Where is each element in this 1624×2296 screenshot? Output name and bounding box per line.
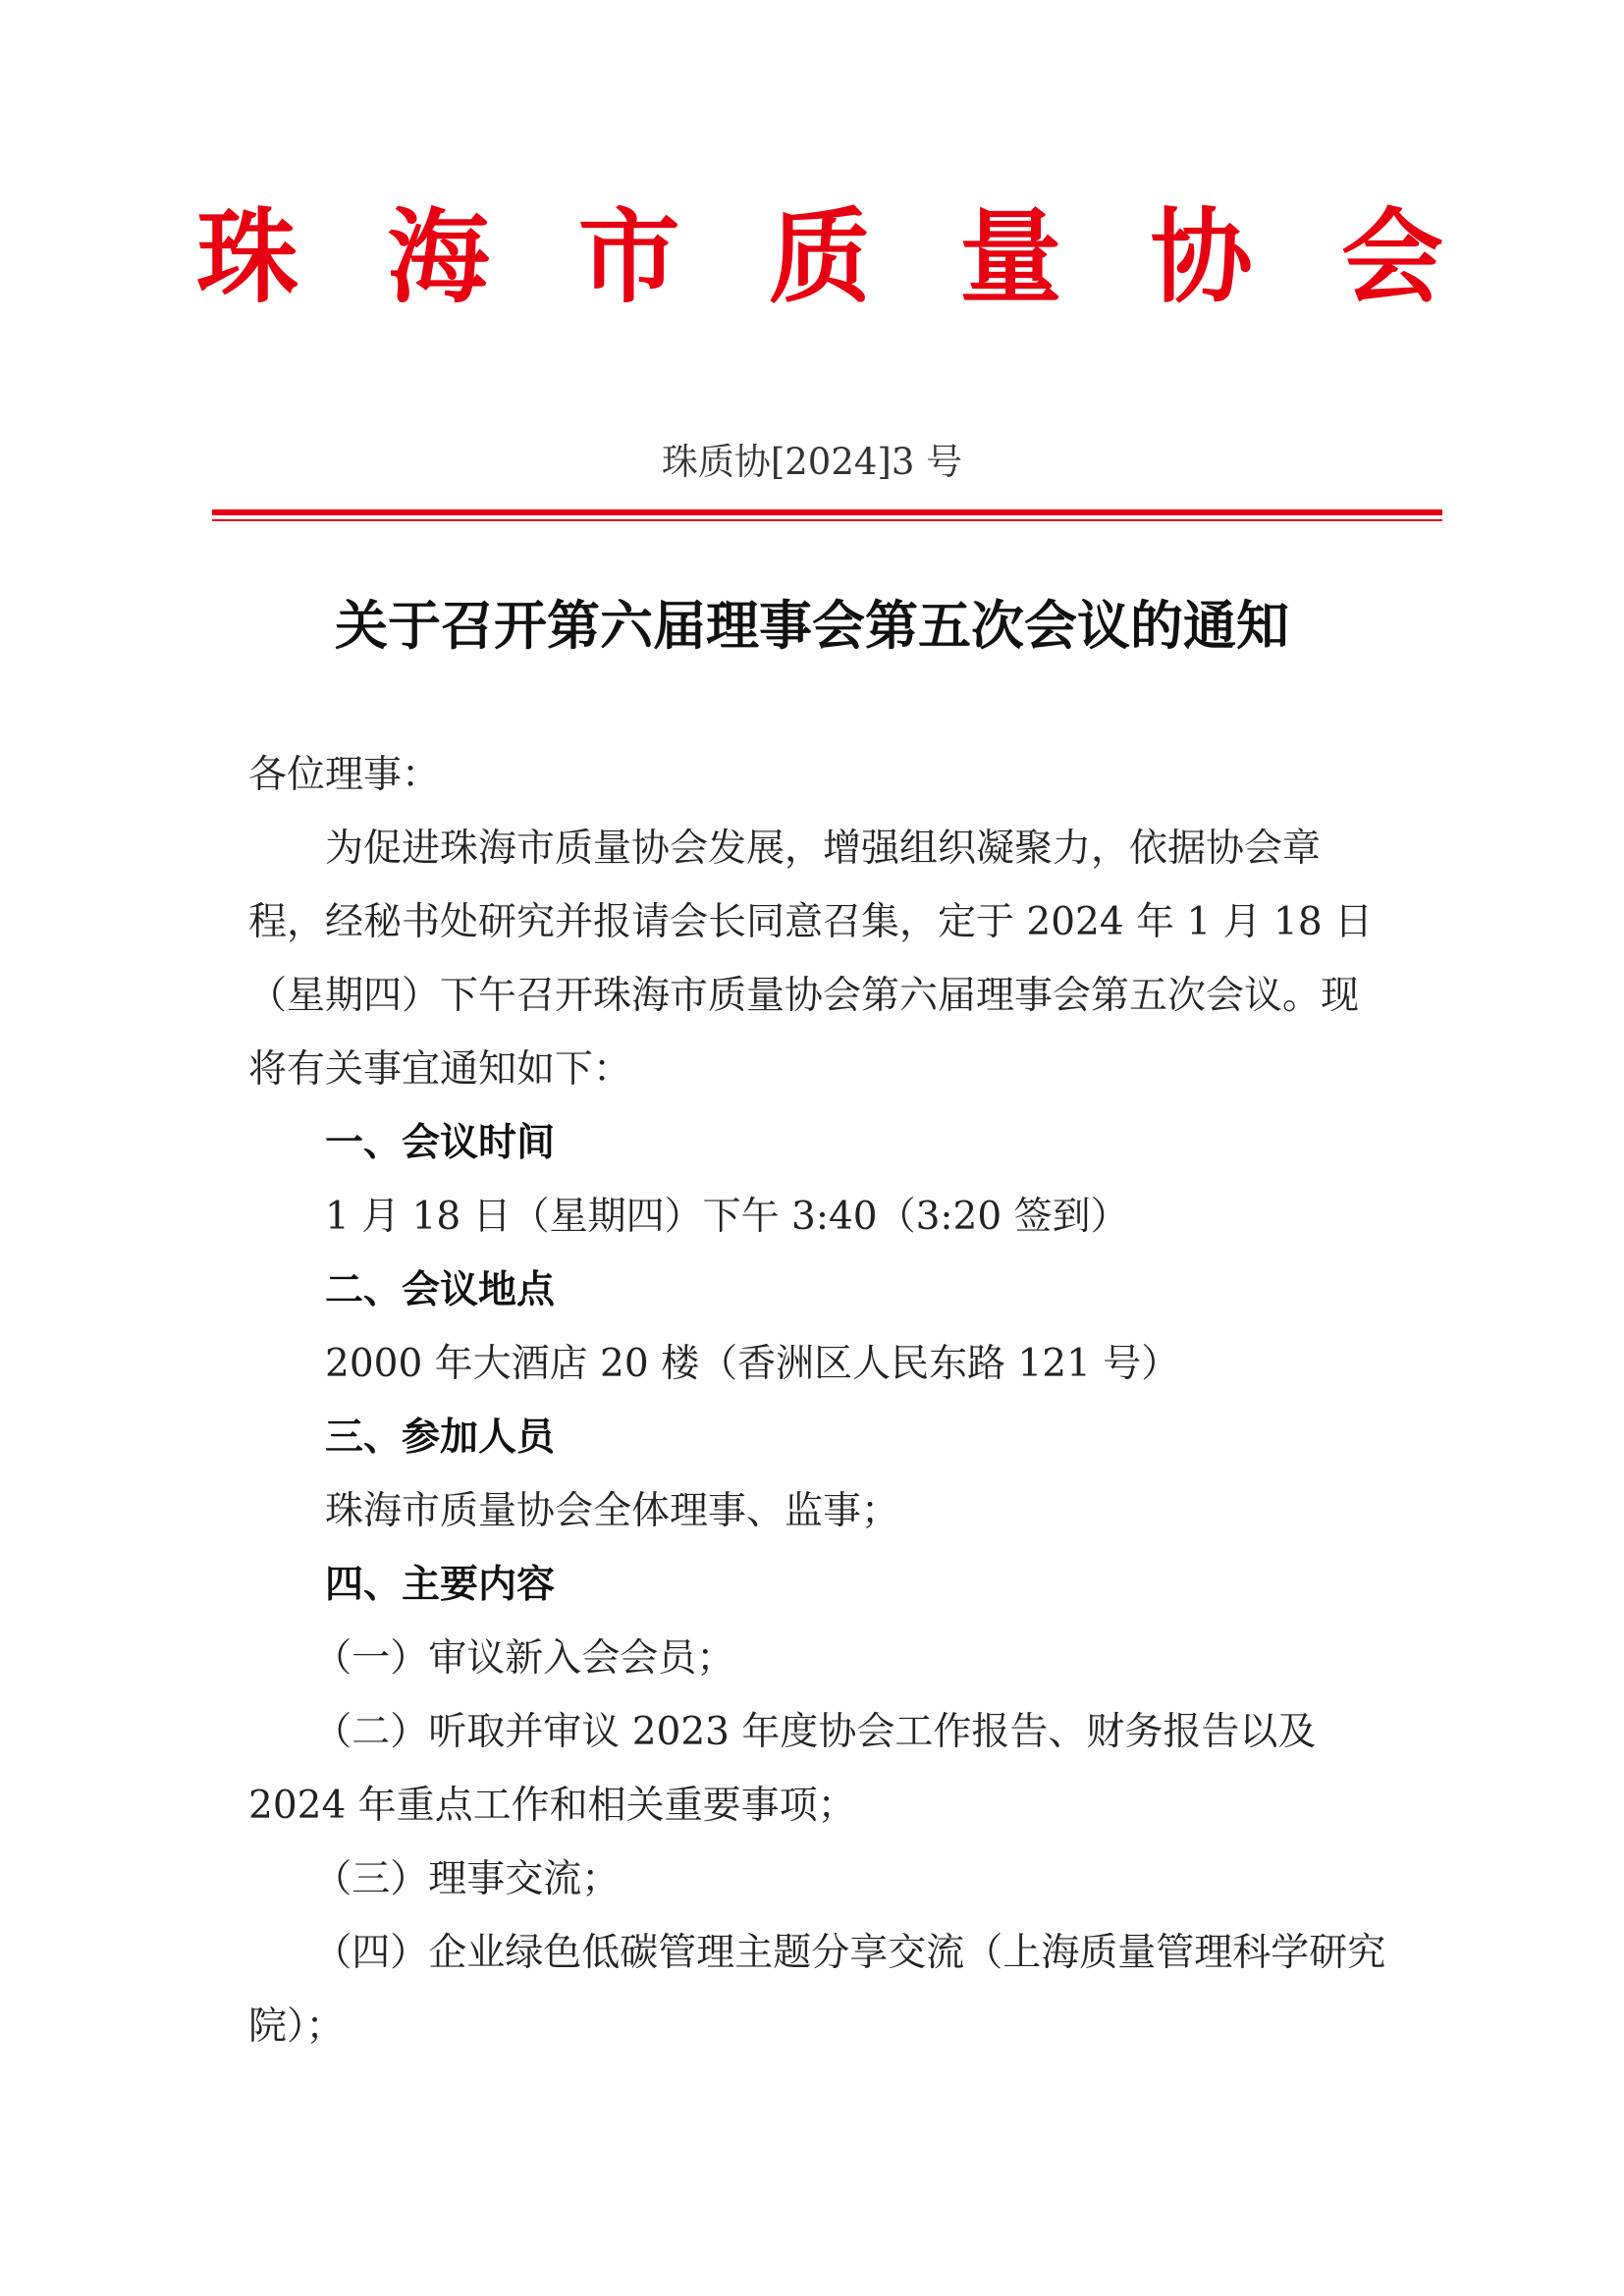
notice-body bbox=[248, 738, 1387, 2063]
intro-paragraph: 为促进珠海市质量协会发展，增强组织凝聚力，依据协会章程，经秘书处研究并报请会长同意召集，定于 2024 年 1 月 18 日（星期四）下午召开珠海市质量协会第六届理事会第五次会议。现将有关事宜通知如下： bbox=[248, 827, 1374, 1092]
org-title-char: 市 bbox=[577, 196, 680, 317]
notice-title: 关于召开第六届理事会第五次会议的通知 bbox=[335, 594, 1289, 657]
content-item: （二）听取并审议 2023 年度协会工作报告、财务报告以及 2024 年重点工作和相关重要事项； bbox=[248, 1710, 1317, 1828]
content-item: （四）企业绿色低碳管理主题分享交流（上海质量管理科学研究院）； bbox=[248, 1931, 1386, 2049]
meeting-attendees: 珠海市质量协会全体理事、监事； bbox=[325, 1489, 900, 1533]
section-heading-place: 二、会议地点 bbox=[325, 1268, 556, 1312]
header-divider-thin bbox=[212, 519, 1442, 521]
org-title-char: 质 bbox=[768, 196, 871, 317]
organization-title bbox=[196, 196, 1443, 317]
section-heading-time: 一、会议时间 bbox=[325, 1121, 556, 1165]
org-title-char: 量 bbox=[959, 196, 1062, 317]
content-item: （一）审议新入会会员； bbox=[313, 1636, 735, 1681]
org-title-char: 会 bbox=[1340, 196, 1443, 317]
header-divider-thick bbox=[212, 509, 1442, 515]
salutation: 各位理事： bbox=[248, 753, 441, 797]
section-heading-attendees: 三、参加人员 bbox=[325, 1415, 556, 1460]
org-title-char: 珠 bbox=[196, 196, 299, 317]
meeting-time: 1 月 18 日（星期四）下午 3:40（3:20 签到） bbox=[325, 1195, 1129, 1239]
org-title-char: 海 bbox=[387, 196, 490, 317]
content-item: （三）理事交流； bbox=[313, 1857, 621, 1901]
document-number: 珠质协[2024]3 号 bbox=[661, 441, 963, 483]
meeting-place: 2000 年大酒店 20 楼（香洲区人民东路 121 号） bbox=[325, 1342, 1180, 1386]
section-heading-content: 四、主要内容 bbox=[325, 1563, 556, 1607]
org-title-char: 协 bbox=[1150, 196, 1253, 317]
